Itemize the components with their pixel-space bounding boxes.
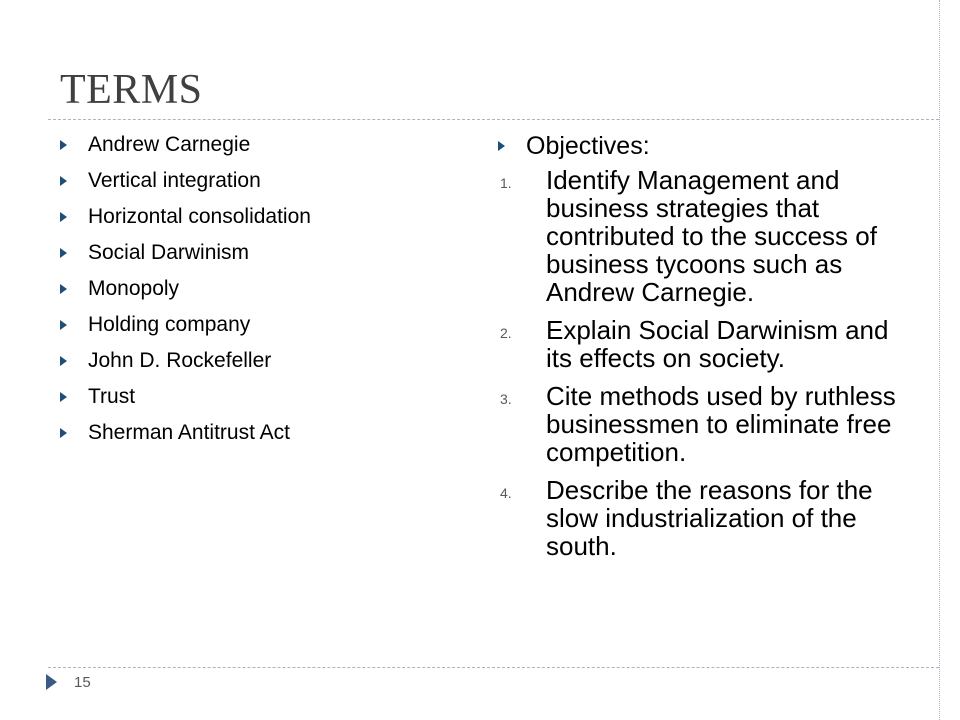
objective-text: Describe the reasons for the slow industrialization of the south. (546, 475, 873, 561)
term-label: Horizontal consolidation (88, 205, 311, 228)
objective-item (498, 382, 918, 466)
objective-item (498, 476, 918, 560)
objectives-heading (498, 128, 918, 164)
triangle-footer-icon (46, 674, 57, 690)
terms-list-item (60, 236, 420, 272)
terms-list-item (60, 200, 420, 236)
objective-text: Identify Management and business strategies that contributed to the success of business tycoons such as Andrew Carnegie. (546, 165, 877, 307)
objective-item (498, 316, 918, 372)
triangle-bullet-icon (60, 356, 67, 366)
term-label: Monopoly (88, 277, 180, 300)
triangle-bullet-icon (60, 392, 67, 402)
term-label: Social Darwinism (88, 241, 250, 264)
triangle-bullet-icon (60, 140, 67, 150)
title-divider (48, 119, 939, 120)
slide-title: TERMS (60, 67, 203, 113)
triangle-bullet-icon (60, 176, 67, 186)
objective-text: Explain Social Darwinism and its effects on society. (546, 315, 889, 373)
triangle-bullet-icon (60, 212, 67, 222)
triangle-bullet-icon (60, 428, 67, 438)
term-label: Holding company (88, 313, 251, 336)
term-label: Andrew Carnegie (88, 133, 251, 156)
objectives-list (498, 166, 918, 560)
triangle-bullet-icon (60, 284, 67, 294)
objective-number: 1. (500, 175, 512, 191)
terms-list-item (60, 416, 420, 452)
term-label: John D. Rockefeller (88, 349, 272, 372)
objective-number: 4. (500, 485, 512, 501)
terms-list-item (60, 380, 420, 416)
frame-right-border (939, 0, 940, 720)
triangle-bullet-icon (60, 248, 67, 258)
objective-number: 3. (500, 391, 512, 407)
objectives-section (498, 128, 918, 570)
objective-number: 2. (500, 325, 512, 341)
triangle-bullet-icon (498, 141, 505, 151)
page-number: 15 (74, 674, 91, 691)
terms-list-item (60, 164, 420, 200)
objective-text: Cite methods used by ruthless businessmen to eliminate free competition. (546, 381, 896, 467)
terms-list (60, 128, 420, 452)
triangle-bullet-icon (60, 320, 67, 330)
term-label: Vertical integration (88, 169, 261, 192)
terms-list-item (60, 308, 420, 344)
term-label: Trust (88, 385, 136, 408)
objective-item (498, 166, 918, 306)
terms-list-item (60, 272, 420, 308)
terms-list-item (60, 344, 420, 380)
objectives-heading-label: Objectives: (526, 132, 650, 160)
terms-list-item (60, 128, 420, 164)
term-label: Sherman Antitrust Act (88, 421, 290, 444)
footer-divider (48, 667, 939, 668)
